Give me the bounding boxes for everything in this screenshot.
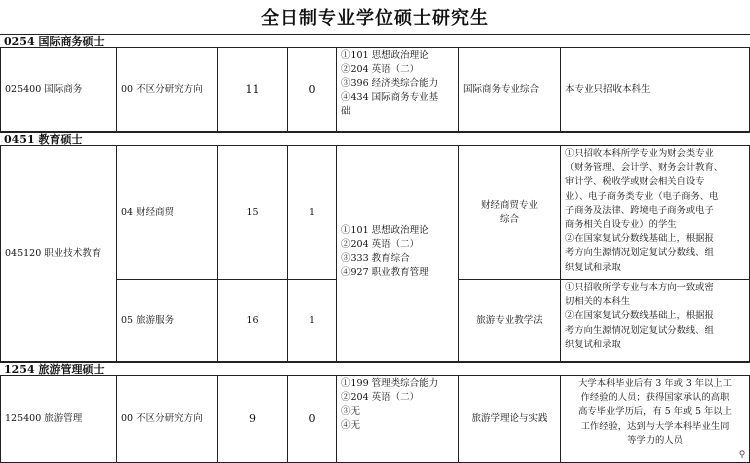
note-line: 大学本科毕业后有 3 年或 3 年以上工 bbox=[578, 378, 732, 389]
direction-cell: 05 旅游服务 bbox=[117, 280, 218, 362]
note-cell bbox=[561, 280, 750, 362]
retest-cell: 旅游专业教学法 bbox=[459, 280, 561, 362]
exam-subject: ①101 思想政治理论 bbox=[341, 50, 429, 61]
exam-subject: ③396 经济类综合能力 bbox=[341, 78, 439, 89]
note-line: 审计学、税收学或财会相关自设专 bbox=[565, 176, 705, 188]
exam-subjects-cell bbox=[337, 48, 459, 132]
note-line: 业）、电子商务类专业（电子商务、电 bbox=[565, 190, 719, 202]
direction-cell: 00 不区分研究方向 bbox=[117, 48, 218, 132]
note-line: 织复试和录取 bbox=[565, 338, 621, 350]
exam-subject: ①199 管理类综合能力 bbox=[341, 378, 439, 389]
note-line: 工作经验，达到与大学本科毕业生同 bbox=[580, 420, 730, 432]
exempt-count-cell: 0 bbox=[288, 376, 337, 463]
exempt-count-cell: 0 bbox=[288, 48, 337, 132]
direction-cell: 00 不区分研究方向 bbox=[117, 376, 218, 463]
search-icon[interactable]: ⚲ bbox=[738, 450, 746, 460]
retest-line: 财经商贸专业 bbox=[480, 199, 538, 211]
exam-subject: ②204 英语（二） bbox=[341, 392, 420, 403]
note-line: 织复试和录取 bbox=[565, 261, 621, 273]
note-line: ②在国家复试分数线基础上，根据报 bbox=[565, 310, 714, 322]
note-line: 考方向生源情况划定复试分数线、组 bbox=[565, 324, 714, 336]
note-line: 商务相关自设专业）的学生 bbox=[565, 219, 677, 231]
section-header: 0254 国际商务硕士 bbox=[0, 34, 750, 48]
note-line: 切相关的本科生 bbox=[565, 296, 631, 308]
exam-subject: ②204 英语（二） bbox=[341, 239, 420, 250]
note-line: ①只招收本科所学专业为财会类专业 bbox=[565, 148, 714, 159]
exam-subject: ④无 bbox=[341, 420, 361, 431]
exempt-count-cell: 1 bbox=[288, 146, 337, 280]
plan-count-cell: 16 bbox=[218, 280, 288, 362]
exam-subjects-cell bbox=[337, 376, 459, 463]
major-cell: 025400 国际商务 bbox=[0, 48, 117, 132]
exam-subject: ④434 国际商务专业基 bbox=[341, 92, 439, 103]
exam-subject: ③无 bbox=[341, 406, 361, 417]
exam-subjects-cell bbox=[337, 146, 459, 362]
note-cell bbox=[561, 146, 750, 280]
note-line: 考方向生源情况划定复试分数线、组 bbox=[565, 247, 714, 259]
exempt-count-cell: 1 bbox=[288, 280, 337, 362]
exam-subject: ④927 职业教育管理 bbox=[341, 267, 429, 278]
exam-subject: ①101 思想政治理论 bbox=[341, 225, 429, 236]
plan-count-cell: 11 bbox=[218, 48, 288, 132]
note-line: ①只招收所学专业与本方向一致或密 bbox=[565, 282, 714, 293]
note-line: 等学力的人员 bbox=[627, 434, 683, 446]
section-header: 0451 教育硕士 bbox=[0, 132, 750, 146]
major-cell: 045120 职业技术教育 bbox=[0, 146, 117, 362]
retest-cell bbox=[459, 146, 561, 280]
major-cell: 125400 旅游管理 bbox=[0, 376, 117, 463]
note-line: 高专毕业学历后，有 5 年或 5 年以上 bbox=[578, 406, 732, 418]
note-line: ②在国家复试分数线基础上，根据报 bbox=[565, 233, 714, 245]
direction-cell: 04 财经商贸 bbox=[117, 146, 218, 280]
note-cell bbox=[561, 376, 750, 463]
section-header: 1254 旅游管理硕士 bbox=[0, 362, 750, 376]
plan-count-cell: 9 bbox=[218, 376, 288, 463]
note-line: 作经验的人员；获得国家承认的高职 bbox=[580, 392, 730, 404]
note-cell: 本专业只招收本科生 bbox=[561, 48, 750, 132]
retest-cell: 旅游学理论与实践 bbox=[459, 376, 561, 463]
note-line: 子商务及法律、跨境电子商务或电子 bbox=[565, 204, 714, 216]
exam-subject: ②204 英语（二） bbox=[341, 64, 420, 75]
plan-count-cell: 15 bbox=[218, 146, 288, 280]
exam-subject: ③333 教育综合 bbox=[341, 253, 410, 264]
note-line: （财务管理、会计学、财务会计教育、 bbox=[565, 162, 724, 174]
page-title: 全日制专业学位硕士研究生 bbox=[0, 0, 750, 35]
retest-line: 综合 bbox=[499, 213, 519, 225]
retest-cell: 国际商务专业综合 bbox=[459, 48, 561, 132]
exam-subject: 础 bbox=[341, 106, 351, 117]
